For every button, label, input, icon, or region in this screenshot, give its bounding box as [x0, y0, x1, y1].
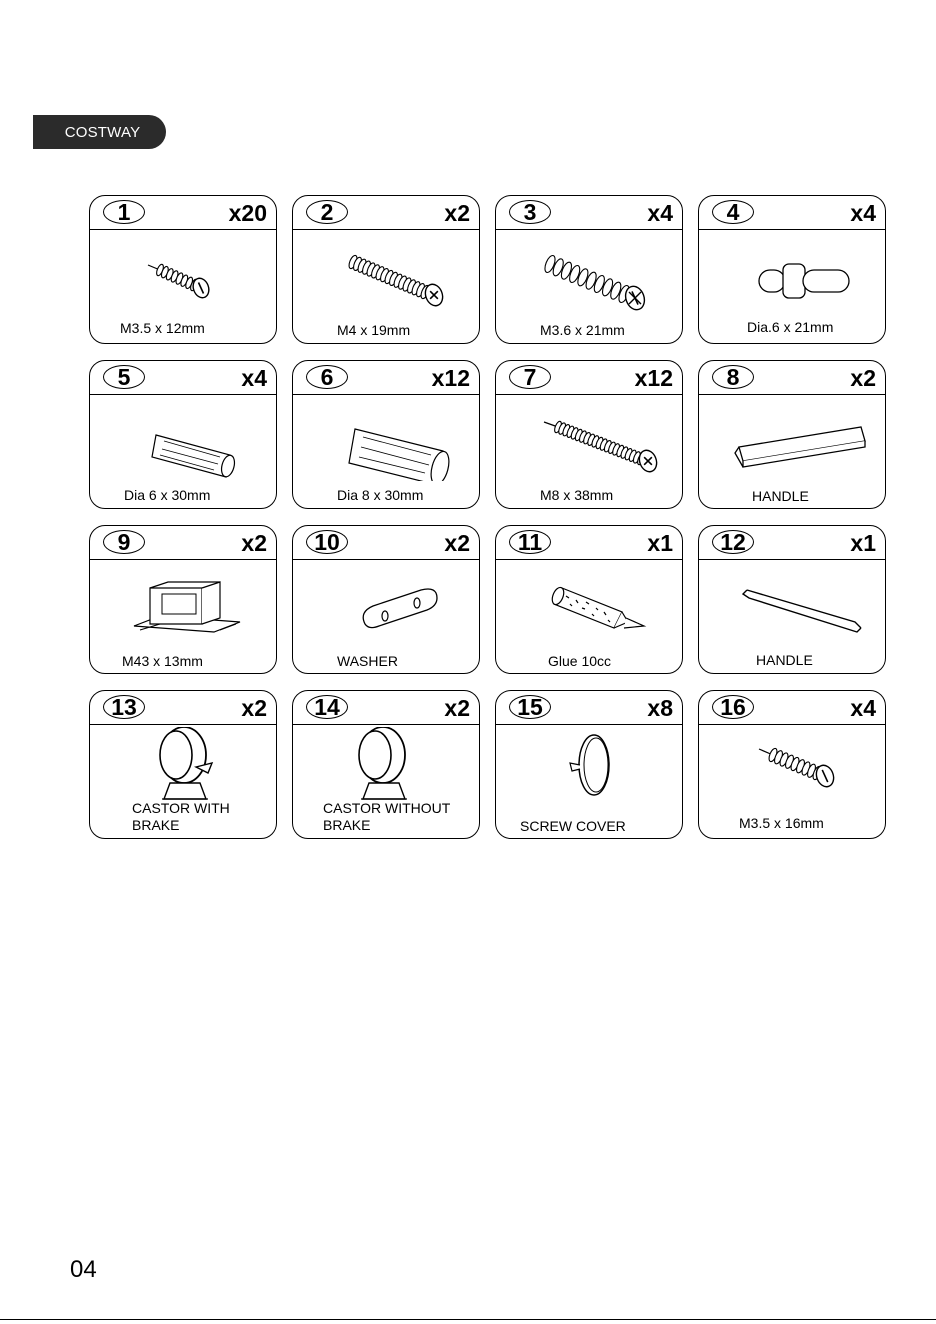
screw-cover-icon	[496, 727, 682, 811]
part-label: M3.6 x 21mm	[540, 322, 625, 338]
part-number: 4	[712, 200, 754, 224]
part-label: Dia.6 x 21mm	[747, 319, 834, 335]
glue-tube-icon	[496, 562, 682, 646]
medium-screw-icon	[699, 727, 885, 811]
part-card-2	[292, 195, 480, 344]
part-label: SCREW COVER	[520, 818, 626, 834]
part-number: 15	[509, 695, 551, 719]
part-number: 10	[306, 530, 348, 554]
part-quantity: x4	[850, 695, 876, 721]
large-dowel-icon	[293, 397, 479, 481]
brand-name: COSTWAY	[64, 123, 141, 141]
part-quantity: x2	[444, 530, 470, 556]
bar-handle-icon	[699, 397, 885, 481]
castor-brake-icon	[90, 727, 276, 811]
part-quantity: x12	[431, 365, 470, 391]
part-card-header	[699, 526, 885, 560]
part-quantity: x2	[444, 200, 470, 226]
part-number: 8	[712, 365, 754, 389]
part-card-header	[90, 361, 276, 395]
washer-plate-icon	[293, 562, 479, 646]
part-number: 3	[509, 200, 551, 224]
part-number: 16	[712, 695, 754, 719]
part-card-header	[293, 691, 479, 725]
part-label: M8 x 38mm	[540, 487, 614, 503]
part-number: 2	[306, 200, 348, 224]
part-number: 12	[712, 530, 754, 554]
part-quantity: x2	[241, 530, 267, 556]
part-quantity: x1	[647, 530, 673, 556]
part-quantity: x4	[850, 200, 876, 226]
part-quantity: x2	[850, 365, 876, 391]
long-screw-icon	[496, 397, 682, 481]
shelf-pin-icon	[699, 232, 885, 316]
magnetic-catch-icon	[90, 562, 276, 646]
part-card-header	[496, 196, 682, 230]
part-card-7	[495, 360, 683, 509]
part-quantity: x20	[228, 200, 267, 226]
part-label: M4 x 19mm	[337, 322, 411, 338]
part-label: HANDLE	[756, 652, 813, 668]
part-label: M43 x 13mm	[122, 653, 203, 669]
part-label: HANDLE	[752, 488, 809, 504]
part-card-5	[89, 360, 277, 509]
part-card-6	[292, 360, 480, 509]
page-number: 04	[70, 1256, 97, 1283]
part-number: 1	[103, 200, 145, 224]
part-label: Dia 8 x 30mm	[337, 487, 424, 503]
part-quantity: x2	[241, 695, 267, 721]
part-card-14	[292, 690, 480, 839]
part-label: CASTOR WITHOUT BRAKE	[323, 800, 451, 833]
part-label: CASTOR WITH BRAKE	[132, 800, 230, 833]
part-quantity: x1	[850, 530, 876, 556]
part-label: WASHER	[337, 653, 398, 669]
part-card-16	[698, 690, 886, 839]
part-card-header	[699, 361, 885, 395]
part-card-9	[89, 525, 277, 674]
machine-screw-icon	[293, 232, 479, 316]
wire-handle-icon	[699, 562, 885, 646]
part-quantity: x8	[647, 695, 673, 721]
part-card-header	[293, 361, 479, 395]
part-quantity: x4	[647, 200, 673, 226]
part-card-11	[495, 525, 683, 674]
part-card-3	[495, 195, 683, 344]
part-card-header	[699, 196, 885, 230]
part-card-15	[495, 690, 683, 839]
part-card-header	[293, 526, 479, 560]
part-number: 11	[509, 530, 551, 554]
part-card-header	[90, 196, 276, 230]
part-label: M3.5 x 12mm	[120, 320, 205, 336]
part-card-header	[90, 691, 276, 725]
part-label: M3.5 x 16mm	[739, 815, 824, 831]
part-card-header	[496, 361, 682, 395]
part-card-header	[90, 526, 276, 560]
part-quantity: x12	[634, 365, 673, 391]
part-card-8	[698, 360, 886, 509]
part-card-13	[89, 690, 277, 839]
part-number: 9	[103, 530, 145, 554]
short-screw-icon	[90, 232, 276, 316]
part-card-12	[698, 525, 886, 674]
castor-icon	[293, 727, 479, 811]
part-card-4	[698, 195, 886, 344]
coarse-screw-icon	[496, 232, 682, 316]
part-number: 5	[103, 365, 145, 389]
part-quantity: x4	[241, 365, 267, 391]
part-quantity: x2	[444, 695, 470, 721]
part-label: Dia 6 x 30mm	[124, 487, 211, 503]
part-number: 6	[306, 365, 348, 389]
part-card-10	[292, 525, 480, 674]
part-number: 13	[103, 695, 145, 719]
part-card-1	[89, 195, 277, 344]
bottom-rule	[0, 1319, 936, 1320]
part-card-header	[496, 526, 682, 560]
part-label: Glue 10cc	[548, 653, 612, 669]
part-card-header	[699, 691, 885, 725]
part-card-header	[293, 196, 479, 230]
part-number: 14	[306, 695, 348, 719]
part-card-header	[496, 691, 682, 725]
small-dowel-icon	[90, 397, 276, 481]
part-number: 7	[509, 365, 551, 389]
